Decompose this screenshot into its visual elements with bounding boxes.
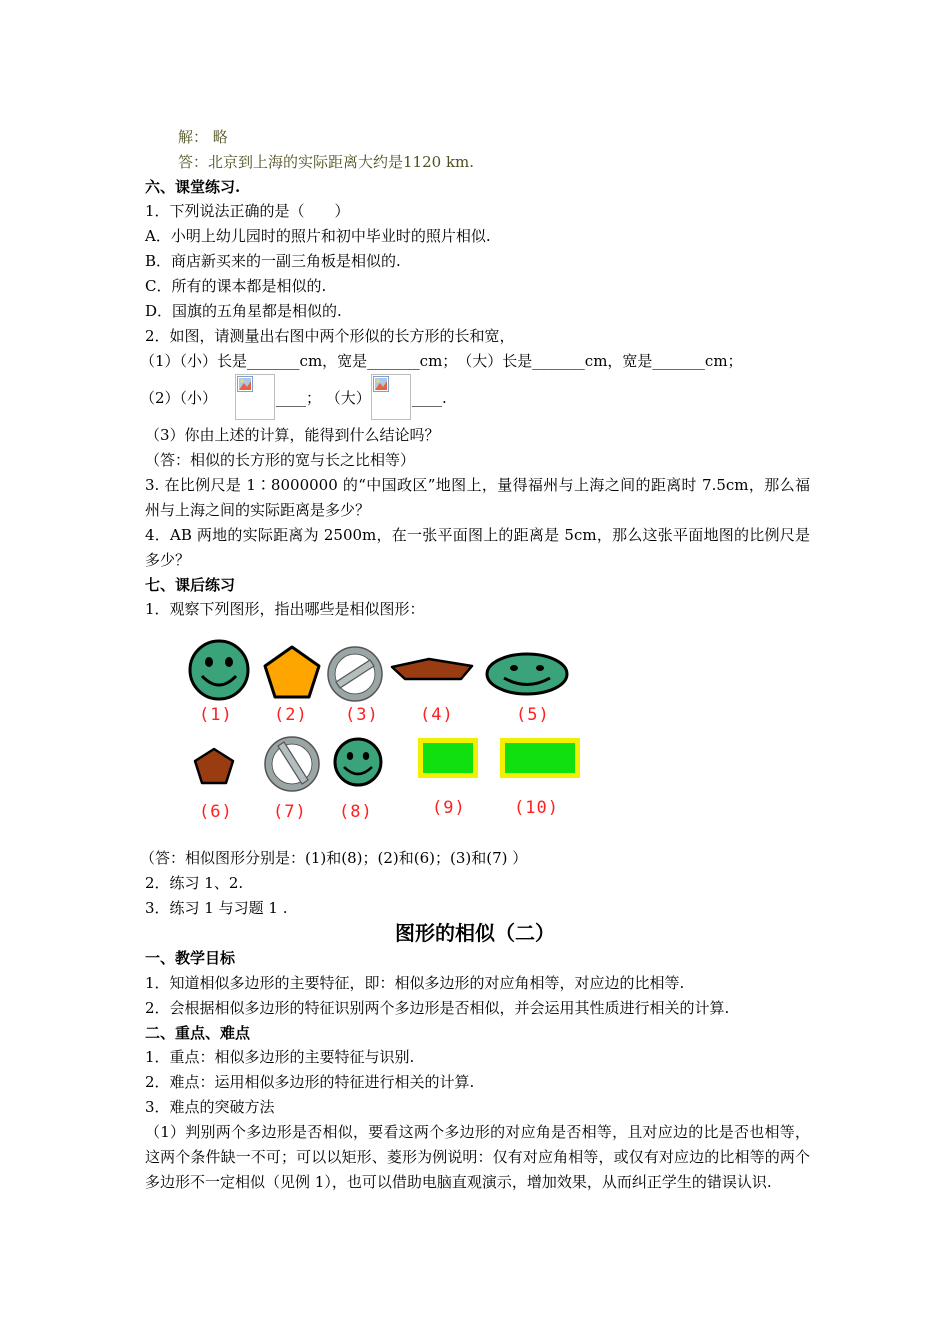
green-rectangle-figure-9 [418,738,478,778]
broken-image-small [235,374,275,420]
question-2-part2-end: ____. [412,389,447,407]
figure-label-3: (3) [345,705,379,725]
figures-answer: （答：相似图形分别是：(1)和(8)；(2)和(6)；(3)和(7) ） [140,849,528,867]
option-a: A．小明上幼儿园时的照片和初中毕业时的照片相似. [145,227,491,245]
goal-2: 2．会根据相似多边形的特征识别两个多边形是否相似，并会运用其性质进行相关的计算. [145,999,730,1017]
image-placeholder-icon [237,376,253,392]
green-rectangle-figure-10 [500,738,580,778]
answer-line: 答：北京到上海的实际距离大约是1120 km. [178,153,475,171]
method-paragraph: （1）判别两个多边形是否相似，要看这两个多边形的对应角是否相等，且对应边的比是否也相等，这两个条件缺一不可；可以以矩形、菱形为例说明：仅有对应角相等，或仅有对应边的比相等的两个多边形不一定相似（见例 1），也可以借助电脑直观演示，增加效果，从而纠正学生的错误认识. [145,1123,810,1191]
wide-smiley-figure-5 [484,651,570,697]
section6-heading: 六、课堂练习. [145,178,241,196]
prohibition-sign-figure-3 [327,646,383,702]
homework-question-1: 1．观察下列图形，指出哪些是相似图形： [145,600,425,618]
section7-heading: 七、课后练习 [145,576,236,594]
lesson-title: 图形的相似（二） [395,921,555,945]
homework-question-3: 3．练习 1 与习题 1 . [145,899,288,917]
question-2-answer: （答：相似的长方形的宽与长之比相等） [145,451,416,469]
broken-image-large [371,374,411,420]
figure-label-9: (9) [432,798,466,818]
key-points-heading: 二、重点、难点 [145,1024,251,1042]
pentagon-figure-2 [262,644,322,700]
goal-1: 1．知道相似多边形的主要特征，即：相似多边形的对应角相等，对应边的比相等. [145,974,685,992]
question-1: 1．下列说法正确的是（ ） [145,202,350,220]
figure-label-7: (7) [273,802,307,822]
figure-label-5: (5) [516,705,550,725]
flat-pentagon-figure-4 [389,656,475,682]
figure-label-8: (8) [339,802,373,822]
figure-label-1: (1) [199,705,233,725]
option-b: B．商店新买来的一副三角板是相似的. [145,252,401,270]
figure-label-4: (4) [420,705,454,725]
smiley-face-figure-1 [187,638,251,702]
solution-line: 解： 略 [178,128,228,146]
figure-label-6: (6) [199,802,233,822]
small-pentagon-figure-6 [191,746,237,786]
figure-label-2: (2) [274,705,308,725]
homework-question-2: 2．练习 1、2. [145,874,244,892]
smiley-face-figure-8 [332,736,384,788]
key-point-2: 2．难点：运用相似多边形的特征进行相关的计算. [145,1073,475,1091]
question-2-part1: （1）（小）长是_______cm，宽是_______cm； （大）长是_______cm，宽是_______cm； [140,352,743,370]
question-4: 4．AB 两地的实际距离为 2500m，在一张平面图上的距离是 5cm，那么这张平面地图的比例尺是多少？ [145,526,810,569]
prohibition-sign-figure-7 [264,736,320,792]
key-point-1: 1．重点：相似多边形的主要特征与识别. [145,1048,415,1066]
question-2-part3: （3）你由上述的计算，能得到什么结论吗？ [145,426,440,444]
question-2: 2．如图，请测量出右图中两个形似的长方形的长和宽， [145,327,515,345]
option-d: D．国旗的五角星都是相似的. [145,302,342,320]
question-3: 3. 在比例尺是 1∶8000000 的“中国政区”地图上，量得福州与上海之间的距离时 7.5cm，那么福州与上海之间的实际距离是多少？ [145,476,810,519]
figure-label-10: (10) [514,798,559,818]
goals-heading: 一、教学目标 [145,949,236,967]
question-2-part2-large: ____； （大） [276,389,371,407]
image-placeholder-icon [373,376,389,392]
key-point-3: 3．难点的突破方法 [145,1098,275,1116]
question-2-part2-small: （2）（小） [140,389,218,407]
option-c: C．所有的课本都是相似的. [145,277,327,295]
